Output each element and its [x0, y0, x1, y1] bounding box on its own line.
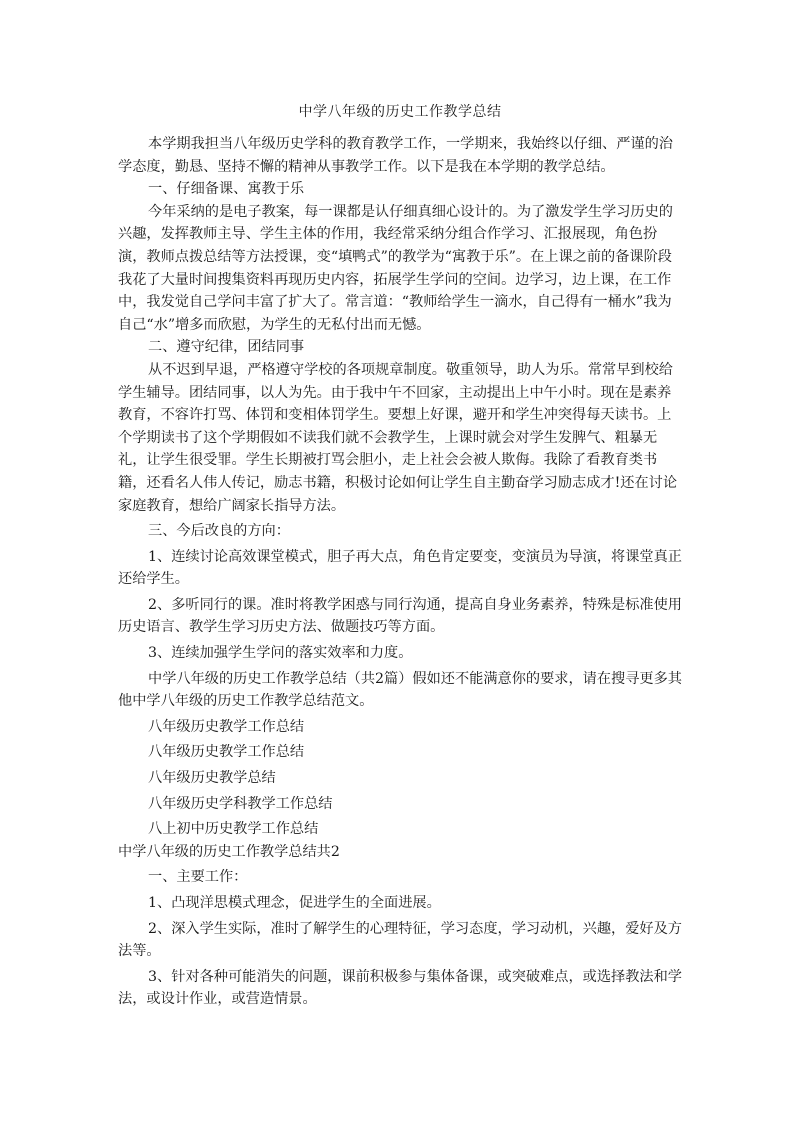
subtitle: 中学八年级的历史工作教学总结共2	[118, 843, 340, 860]
body-paragraph: 从不迟到早退，严格遵守学校的各项规章制度。敬重领导，助人为乐。常常早到校给学生辅导。团结同事，以人为先。由于我中午不回家，主动提出上中午小时。现在是素养教育，不容许打骂、体罚和变相体罚学生。要想上好课，避开和学生冲突得每天读书。上个学期读书了这个学期假如不读我们就不会教学生，上课时就会对学生发脾气、粗暴无礼，让学生很受罪。学生长期被打骂会胆小，走上社会会被人欺侮。我除了看教育类书籍，还看名人伟人传记，励志书籍，积极讨论如何让学生自主勤奋学习励志成才!还在讨论家庭教育，想给广阔家长指导方法。	[118, 361, 678, 514]
related-title: 八年级历史教学工作总结	[148, 718, 305, 735]
list-item: 2、多听同行的课。准时将教学困惑与同行沟通，提高自身业务素养，特殊是标准使用历史语言、教学生学习历史方法、做题技巧等方面。	[118, 596, 682, 636]
section-heading: 一、仔细备课、寓教于乐	[148, 181, 305, 198]
body-paragraph: 中学八年级的历史工作教学总结（共2篇）假如还不能满意你的要求，请在搜寻更多其他中学八年级的历史工作教学总结范文。	[118, 670, 682, 710]
related-title: 八年级历史教学总结	[148, 770, 276, 787]
section-heading: 一、主要工作：	[148, 869, 248, 886]
document-body	[118, 133, 684, 1011]
section-heading: 三、今后改良的方向：	[148, 523, 290, 540]
document-title: 中学八年级的历史工作教学总结	[298, 104, 502, 120]
list-item: 3、针对各种可能消失的问题，课前积极参与集体备课，或突破难点，或选择教法和学法，或设计作业，或营造情景。	[118, 968, 682, 1008]
body-paragraph: 今年采纳的是电子教案，每一课都是认仔细真细心设计的。为了激发学生学习历史的兴趣，发挥教师主导、学生主体的作用，我经常采纳分组合作学习、汇报展现，角色扮演，教师点拨总结等方法授课，变“填鸭式”的教学为“寓教于乐”。在上课之前的备课阶段我花了大量时间搜集资料再现历史内容，拓展学生学问的空间。边学习，边上课，在工作中，我发觉自己学问丰富了扩大了。常言道：“教师给学生一滴水，自己得有一桶水”我为自己“水”增多而欣慰，为学生的无私付出而无憾。	[118, 203, 673, 333]
section-heading: 二、遵守纪律，团结同事	[148, 339, 305, 356]
list-item: 1、连续讨论高效课堂模式，胆子再大点，角色肯定要变，变演员为导演，将课堂真正还给学生。	[118, 548, 682, 588]
list-item: 2、深入学生实际，准时了解学生的心理特征，学习态度，学习动机，兴趣，爱好及方法等。	[118, 920, 682, 960]
intro-paragraph: 本学期我担当八年级历史学科的教育教学工作，一学期来，我始终以仔细、严谨的治学态度，勤恳、坚持不懈的精神从事教学工作。以下是我在本学期的教学总结。	[118, 136, 673, 175]
related-title: 八年级历史教学工作总结	[148, 744, 305, 761]
list-item: 3、连续加强学生学问的落实效率和力度。	[148, 645, 413, 662]
related-title: 八年级历史学科教学工作总结	[148, 795, 333, 812]
list-item: 1、凸现洋思模式理念，促进学生的全面进展。	[148, 895, 441, 911]
related-title: 八上初中历史教学工作总结	[148, 821, 319, 838]
